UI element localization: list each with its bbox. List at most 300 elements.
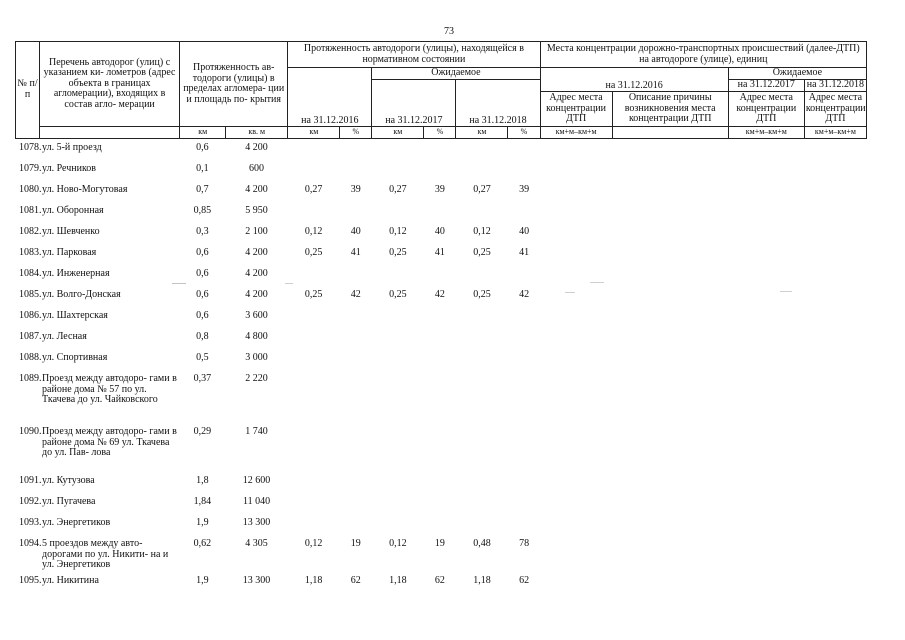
unit-km-2017: км bbox=[372, 127, 424, 139]
acc-addr-2017 bbox=[729, 185, 805, 206]
norm-2018-pct: 62 bbox=[519, 575, 530, 586]
acc-descr bbox=[612, 185, 728, 206]
unit-km: км bbox=[180, 127, 226, 139]
acc-descr bbox=[612, 353, 728, 374]
norm-2017-pct bbox=[424, 164, 456, 185]
table-row bbox=[15, 269, 867, 290]
norm-2016-km bbox=[288, 269, 340, 290]
row-number: 1090. bbox=[19, 426, 42, 437]
norm-2016-pct bbox=[340, 374, 372, 427]
norm-2016-km bbox=[288, 164, 340, 185]
length-km: 0,29 bbox=[193, 426, 212, 437]
unit-kmm-2017: км+м–км+м bbox=[728, 127, 804, 139]
norm-2018-pct bbox=[508, 143, 540, 164]
table-header bbox=[15, 41, 867, 139]
norm-2016-pct bbox=[340, 497, 372, 518]
norm-2016-km: 0,27 bbox=[304, 184, 323, 195]
norm-2017-km: 0,25 bbox=[389, 247, 407, 258]
norm-2016-pct bbox=[340, 143, 372, 164]
road-name: ул. Спортивная bbox=[42, 352, 108, 363]
norm-2018-pct bbox=[508, 374, 540, 427]
norm-2016-km bbox=[288, 311, 340, 332]
norm-2016-pct bbox=[340, 206, 372, 227]
table-row bbox=[15, 497, 867, 518]
acc-addr-2017 bbox=[729, 374, 805, 427]
norm-2017-pct: 41 bbox=[434, 247, 445, 258]
road-name: ул. Ново-Могутовая bbox=[42, 184, 128, 195]
table-row bbox=[15, 290, 867, 311]
norm-2017-km bbox=[372, 206, 424, 227]
acc-addr-2018 bbox=[805, 576, 867, 597]
acc-addr bbox=[540, 269, 612, 290]
acc-addr bbox=[540, 539, 612, 576]
road-name: Проезд между автодоро- гами в районе дома № 69 ул. Ткачева до ул. Пав- лова bbox=[42, 426, 177, 458]
row-number: 1079. bbox=[19, 163, 42, 174]
row-number: 1081. bbox=[19, 205, 42, 216]
norm-2017-pct bbox=[424, 374, 456, 427]
unit-pct-2018: % bbox=[508, 127, 540, 139]
col-expected2-header: Ожидаемое bbox=[728, 68, 866, 80]
norm-2017-km bbox=[372, 143, 424, 164]
norm-2018-km bbox=[456, 427, 508, 476]
acc-descr bbox=[612, 311, 728, 332]
acc-addr-2018 bbox=[805, 332, 867, 353]
road-name: ул. Пугачева bbox=[42, 496, 96, 507]
norm-2017-pct bbox=[424, 206, 456, 227]
area-sqm: 600 bbox=[249, 163, 265, 174]
norm-2017-pct bbox=[424, 143, 456, 164]
acc-addr-2017 bbox=[729, 476, 805, 497]
length-km: 1,8 bbox=[196, 475, 209, 486]
acc-addr bbox=[540, 476, 612, 497]
norm-2016-km bbox=[288, 332, 340, 353]
table-row bbox=[15, 227, 867, 248]
norm-2017-km bbox=[372, 311, 424, 332]
acc-addr bbox=[540, 227, 612, 248]
acc-addr-2018 bbox=[805, 185, 867, 206]
acc-addr bbox=[540, 353, 612, 374]
area-sqm: 4 200 bbox=[245, 184, 268, 195]
acc-addr bbox=[540, 311, 612, 332]
unit-km-2018: км bbox=[456, 127, 508, 139]
length-km: 1,9 bbox=[196, 575, 209, 586]
acc-addr bbox=[540, 290, 612, 311]
acc-descr bbox=[612, 143, 728, 164]
table-row bbox=[15, 248, 867, 269]
col-list-header: Перечень автодорог (улиц) с указанием ки- лометров (адрес объекта в границах агломерации), входящих в состав агло- мерации bbox=[40, 42, 180, 127]
norm-2018-km: 0,48 bbox=[473, 538, 491, 549]
norm-2018-km bbox=[456, 476, 508, 497]
scan-speck bbox=[172, 283, 186, 284]
row-number: 1078. bbox=[19, 142, 42, 153]
area-sqm: 3 000 bbox=[245, 352, 268, 363]
norm-2018-pct: 42 bbox=[519, 289, 530, 300]
col-addr2017-header: Адрес места концентрации ДТП bbox=[728, 92, 804, 127]
length-km: 1,9 bbox=[196, 517, 209, 528]
norm-2016-pct bbox=[340, 311, 372, 332]
area-sqm: 4 305 bbox=[245, 538, 268, 549]
col-addr2018-header: Адрес места концентрации ДТП bbox=[804, 92, 866, 127]
norm-2016-km: 0,25 bbox=[304, 247, 323, 258]
length-km: 0,3 bbox=[196, 226, 209, 237]
acc-descr bbox=[612, 476, 728, 497]
norm-2017-pct bbox=[424, 497, 456, 518]
norm-2017-km bbox=[372, 476, 424, 497]
norm-2017-pct bbox=[424, 427, 456, 476]
norm-2016-pct bbox=[340, 518, 372, 539]
row-number: 1082. bbox=[19, 226, 42, 237]
length-km: 1,84 bbox=[193, 496, 212, 507]
table-row bbox=[15, 143, 867, 164]
acc-addr-2018 bbox=[805, 248, 867, 269]
col-acc-2018-header: на 31.12.2018 bbox=[804, 80, 866, 92]
area-sqm: 1 740 bbox=[245, 426, 268, 437]
unit-kmm-2018: км+м–км+м bbox=[804, 127, 866, 139]
norm-2018-km: 0,12 bbox=[473, 226, 491, 237]
table-row bbox=[15, 332, 867, 353]
scan-speck bbox=[285, 283, 293, 284]
col-2017-header: на 31.12.2017 bbox=[372, 80, 456, 127]
norm-2017-pct: 62 bbox=[434, 575, 445, 586]
norm-2017-pct bbox=[424, 518, 456, 539]
acc-addr-2018 bbox=[805, 206, 867, 227]
length-km: 0,6 bbox=[196, 289, 209, 300]
acc-addr bbox=[540, 185, 612, 206]
norm-2018-km bbox=[456, 332, 508, 353]
norm-2018-pct bbox=[508, 427, 540, 476]
road-name: ул. Волго-Донская bbox=[42, 289, 121, 300]
acc-addr bbox=[540, 576, 612, 597]
acc-addr-2017 bbox=[729, 269, 805, 290]
acc-addr bbox=[540, 206, 612, 227]
col-descr-header: Описание причины возникновения места концентрации ДТП bbox=[612, 92, 728, 127]
norm-2016-km bbox=[288, 374, 340, 427]
norm-2017-km bbox=[372, 518, 424, 539]
table-row bbox=[15, 427, 867, 476]
acc-addr-2017 bbox=[729, 353, 805, 374]
row-number: 1085. bbox=[19, 289, 42, 300]
norm-2016-km bbox=[288, 353, 340, 374]
norm-2016-km: 0,12 bbox=[304, 538, 323, 549]
norm-2016-km: 0,25 bbox=[304, 289, 323, 300]
col-acc-2017-header: на 31.12.2017 bbox=[728, 80, 804, 92]
acc-addr-2017 bbox=[729, 539, 805, 576]
acc-addr-2018 bbox=[805, 143, 867, 164]
norm-2018-km: 0,27 bbox=[473, 184, 491, 195]
row-number: 1091. bbox=[19, 475, 42, 486]
road-name: ул. Лесная bbox=[42, 331, 87, 342]
row-number: 1080. bbox=[19, 184, 42, 195]
norm-2016-pct: 62 bbox=[350, 575, 361, 586]
norm-2017-pct bbox=[424, 269, 456, 290]
table-row bbox=[15, 311, 867, 332]
acc-descr bbox=[612, 227, 728, 248]
norm-2018-km bbox=[456, 374, 508, 427]
area-sqm: 2 220 bbox=[245, 373, 268, 384]
road-name: ул. Шевченко bbox=[42, 226, 100, 237]
acc-descr bbox=[612, 497, 728, 518]
acc-addr bbox=[540, 427, 612, 476]
norm-2018-pct bbox=[508, 269, 540, 290]
acc-addr bbox=[540, 518, 612, 539]
acc-addr-2018 bbox=[805, 518, 867, 539]
norm-2018-pct bbox=[508, 206, 540, 227]
length-km: 0,6 bbox=[196, 142, 209, 153]
scan-speck bbox=[780, 291, 792, 292]
area-sqm: 4 200 bbox=[245, 289, 268, 300]
scan-speck bbox=[590, 282, 604, 283]
norm-2016-km bbox=[288, 518, 340, 539]
row-number: 1089. bbox=[19, 373, 42, 384]
norm-2017-pct bbox=[424, 476, 456, 497]
col-2016-header: на 31.12.2016 bbox=[288, 68, 372, 127]
page-number: 73 bbox=[444, 26, 454, 37]
norm-2017-pct bbox=[424, 353, 456, 374]
area-sqm: 3 600 bbox=[245, 310, 268, 321]
norm-2018-pct bbox=[508, 164, 540, 185]
col-num-header: № п/п bbox=[16, 42, 40, 139]
length-km: 0,5 bbox=[196, 352, 209, 363]
acc-addr-2018 bbox=[805, 290, 867, 311]
length-km: 0,6 bbox=[196, 310, 209, 321]
norm-2017-pct: 42 bbox=[434, 289, 445, 300]
norm-2018-km: 1,18 bbox=[473, 575, 491, 586]
row-number: 1095. bbox=[19, 575, 42, 586]
norm-2018-pct: 39 bbox=[519, 184, 530, 195]
norm-2017-km bbox=[372, 427, 424, 476]
norm-2018-pct bbox=[508, 332, 540, 353]
norm-2016-km bbox=[288, 497, 340, 518]
norm-2016-pct: 41 bbox=[350, 247, 361, 258]
road-name: ул. 5-й проезд bbox=[42, 142, 102, 153]
norm-2016-km bbox=[288, 427, 340, 476]
area-sqm: 5 950 bbox=[245, 205, 268, 216]
table-row bbox=[15, 164, 867, 185]
acc-addr-2017 bbox=[729, 164, 805, 185]
acc-addr-2017 bbox=[729, 290, 805, 311]
table-row bbox=[15, 518, 867, 539]
row-number: 1092. bbox=[19, 496, 42, 507]
table-row bbox=[15, 353, 867, 374]
acc-addr-2018 bbox=[805, 269, 867, 290]
road-name: ул. Парковая bbox=[42, 247, 97, 258]
acc-addr bbox=[540, 248, 612, 269]
table-row bbox=[15, 576, 867, 597]
norm-2016-km: 1,18 bbox=[304, 575, 323, 586]
norm-2017-pct: 19 bbox=[434, 538, 445, 549]
acc-descr bbox=[612, 269, 728, 290]
road-name: ул. Оборонная bbox=[42, 205, 104, 216]
row-number: 1093. bbox=[19, 517, 42, 528]
acc-addr-2017 bbox=[729, 497, 805, 518]
acc-addr-2017 bbox=[729, 227, 805, 248]
norm-2017-km bbox=[372, 374, 424, 427]
length-km: 0,37 bbox=[193, 373, 212, 384]
unit-kmm-addr: км+м–км+м bbox=[540, 127, 612, 139]
col-accidents-header: Места концентрации дорожно-транспортных происшествий (далее-ДТП) на автодороге (улице), единиц bbox=[540, 42, 866, 68]
norm-2018-pct: 41 bbox=[519, 247, 530, 258]
norm-2018-pct bbox=[508, 476, 540, 497]
acc-addr bbox=[540, 497, 612, 518]
road-name: ул. Энергетиков bbox=[42, 517, 111, 528]
table-row bbox=[15, 185, 867, 206]
unit-sqm: кв. м bbox=[226, 127, 288, 139]
unit-km-2016: км bbox=[288, 127, 340, 139]
area-sqm: 13 300 bbox=[242, 517, 271, 528]
norm-2018-pct bbox=[508, 518, 540, 539]
acc-addr-2018 bbox=[805, 374, 867, 427]
norm-2016-km: 0,12 bbox=[304, 226, 323, 237]
length-km: 0,62 bbox=[193, 538, 212, 549]
row-number: 1083. bbox=[19, 247, 42, 258]
norm-2016-pct: 39 bbox=[350, 184, 361, 195]
col-acc-2016-header: на 31.12.2016 bbox=[540, 68, 728, 92]
acc-descr bbox=[612, 576, 728, 597]
length-km: 0,6 bbox=[196, 247, 209, 258]
unit-blank bbox=[40, 127, 180, 139]
length-km: 0,7 bbox=[196, 184, 209, 195]
norm-2018-km bbox=[456, 311, 508, 332]
acc-addr-2018 bbox=[805, 539, 867, 576]
table-row bbox=[15, 206, 867, 227]
row-number: 1084. bbox=[19, 268, 42, 279]
norm-2018-km bbox=[456, 497, 508, 518]
norm-2018-pct bbox=[508, 497, 540, 518]
norm-2017-km bbox=[372, 164, 424, 185]
acc-addr-2017 bbox=[729, 518, 805, 539]
acc-addr-2017 bbox=[729, 143, 805, 164]
norm-2017-pct bbox=[424, 311, 456, 332]
norm-2017-km bbox=[372, 497, 424, 518]
acc-addr bbox=[540, 332, 612, 353]
norm-2018-pct: 40 bbox=[519, 226, 530, 237]
col-expected-header: Ожидаемое bbox=[372, 68, 540, 80]
norm-2018-km bbox=[456, 269, 508, 290]
area-sqm: 13 300 bbox=[242, 575, 271, 586]
row-number: 1086. bbox=[19, 310, 42, 321]
norm-2018-km: 0,25 bbox=[473, 289, 491, 300]
row-number: 1088. bbox=[19, 352, 42, 363]
area-sqm: 4 200 bbox=[245, 142, 268, 153]
norm-2017-km bbox=[372, 269, 424, 290]
area-sqm: 11 040 bbox=[242, 496, 271, 507]
road-name: ул. Инженерная bbox=[42, 268, 110, 279]
data-table bbox=[15, 143, 867, 597]
scan-speck bbox=[565, 292, 575, 293]
acc-addr-2018 bbox=[805, 497, 867, 518]
length-km: 0,85 bbox=[193, 205, 212, 216]
table-row bbox=[15, 476, 867, 497]
table-row bbox=[15, 539, 867, 576]
acc-addr bbox=[540, 143, 612, 164]
norm-2018-pct bbox=[508, 311, 540, 332]
road-name: ул. Никитина bbox=[42, 575, 99, 586]
acc-descr bbox=[612, 427, 728, 476]
norm-2017-km: 0,27 bbox=[389, 184, 407, 195]
road-name: 5 проездов между авто- дорогами по ул. Никити- на и ул. Энергетиков bbox=[42, 538, 169, 570]
col-addr-header: Адрес места концентрации ДТП bbox=[540, 92, 612, 127]
unit-pct-2016: % bbox=[340, 127, 372, 139]
area-sqm: 12 600 bbox=[242, 475, 271, 486]
acc-addr-2018 bbox=[805, 227, 867, 248]
area-sqm: 4 200 bbox=[245, 247, 268, 258]
road-name: ул. Речников bbox=[42, 163, 97, 174]
unit-pct-2017: % bbox=[424, 127, 456, 139]
norm-2017-pct: 40 bbox=[434, 226, 445, 237]
norm-2016-pct bbox=[340, 164, 372, 185]
acc-descr bbox=[612, 290, 728, 311]
norm-2016-pct bbox=[340, 353, 372, 374]
norm-2017-km bbox=[372, 332, 424, 353]
norm-2017-km: 0,12 bbox=[389, 538, 407, 549]
acc-addr-2017 bbox=[729, 427, 805, 476]
road-name: ул. Шахтерская bbox=[42, 310, 108, 321]
norm-2016-pct bbox=[340, 269, 372, 290]
norm-2017-km: 1,18 bbox=[389, 575, 407, 586]
acc-addr-2017 bbox=[729, 248, 805, 269]
table-row bbox=[15, 374, 867, 427]
area-sqm: 4 800 bbox=[245, 331, 268, 342]
acc-addr-2017 bbox=[729, 206, 805, 227]
norm-2016-pct bbox=[340, 427, 372, 476]
norm-2016-km bbox=[288, 476, 340, 497]
acc-addr-2017 bbox=[729, 311, 805, 332]
acc-addr-2018 bbox=[805, 311, 867, 332]
acc-descr bbox=[612, 374, 728, 427]
col-normative-header: Протяженность автодороги (улицы), находящейся в нормативном состоянии bbox=[288, 42, 540, 68]
norm-2017-km: 0,25 bbox=[389, 289, 407, 300]
acc-addr bbox=[540, 374, 612, 427]
norm-2018-pct: 78 bbox=[519, 538, 530, 549]
row-number: 1094. bbox=[19, 538, 42, 549]
road-name: Проезд между автодоро- гами в районе дома № 57 по ул. Ткачева до ул. Чайковского bbox=[42, 373, 177, 405]
norm-2018-km bbox=[456, 206, 508, 227]
norm-2018-km bbox=[456, 143, 508, 164]
norm-2016-pct bbox=[340, 332, 372, 353]
norm-2018-km: 0,25 bbox=[473, 247, 491, 258]
norm-2016-km bbox=[288, 206, 340, 227]
acc-addr-2018 bbox=[805, 353, 867, 374]
acc-addr-2017 bbox=[729, 332, 805, 353]
norm-2016-km bbox=[288, 143, 340, 164]
road-name: ул. Кутузова bbox=[42, 475, 95, 486]
norm-2017-km bbox=[372, 353, 424, 374]
row-number: 1087. bbox=[19, 331, 42, 342]
norm-2016-pct: 19 bbox=[350, 538, 361, 549]
norm-2017-pct: 39 bbox=[434, 184, 445, 195]
norm-2016-pct bbox=[340, 476, 372, 497]
norm-2018-km bbox=[456, 164, 508, 185]
acc-descr bbox=[612, 164, 728, 185]
acc-descr bbox=[612, 539, 728, 576]
acc-descr bbox=[612, 518, 728, 539]
acc-descr bbox=[612, 332, 728, 353]
norm-2017-pct bbox=[424, 332, 456, 353]
area-sqm: 4 200 bbox=[245, 268, 268, 279]
col-length-header: Протяженность ав- тодороги (улицы) в пределах агломера- ции и площадь по- крытия bbox=[180, 42, 288, 127]
norm-2017-km: 0,12 bbox=[389, 226, 407, 237]
acc-descr bbox=[612, 206, 728, 227]
acc-descr bbox=[612, 248, 728, 269]
area-sqm: 2 100 bbox=[245, 226, 268, 237]
acc-addr-2018 bbox=[805, 427, 867, 476]
length-km: 0,1 bbox=[196, 163, 209, 174]
length-km: 0,6 bbox=[196, 268, 209, 279]
norm-2018-pct bbox=[508, 353, 540, 374]
acc-addr-2017 bbox=[729, 576, 805, 597]
acc-addr bbox=[540, 164, 612, 185]
unit-descr-blank bbox=[612, 127, 728, 139]
